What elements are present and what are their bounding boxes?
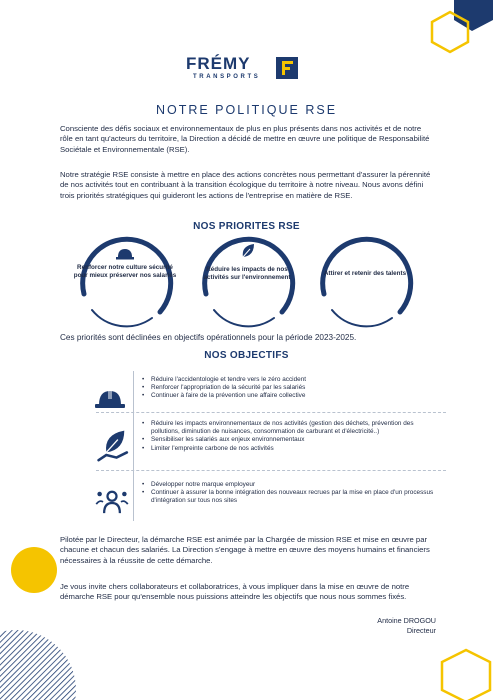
priority-text: Réduire les impacts de nos activités sur l'environnement (203, 266, 291, 282)
objective-item: • Développer notre marque employeur (142, 481, 437, 489)
objectives-divider (96, 470, 446, 471)
signature-role: Directeur (406, 626, 436, 635)
intro-paragraph-2: Notre stratégie RSE consiste à mettre en place des actions concrètes nous permettant d'assurer la pérennité de nos activités tout en contribuant à la transition écologique du territoire à notre niveau. Nous avons défini trois priorités stratégiques qui guideront les actions de l'entreprise en matière de RSE. (60, 170, 431, 200)
objectives-heading: NOS OBJECTIFS (204, 350, 289, 361)
bottom-right-decoration (440, 640, 493, 700)
leaf-icon (240, 242, 256, 260)
people-talent-icon (94, 483, 130, 523)
objective-item: • Réduire les impacts environnementaux de nos activités (gestion des déchets, prévention des pollutions, diminution de nuisances, consommation de carburant et d'électricité..) (142, 420, 437, 436)
priority-card-environment (194, 236, 300, 328)
logo-mark-icon (276, 57, 298, 79)
closing-paragraph-2: Je vous invite chers collaborateurs et collaboratrices, à vous impliquer dans la mise en œuvre de notre démarche RSE pour qu'ensemble nous puissions atteindre les objectifs que nous nous sommes fixés. (60, 582, 410, 602)
signature-name: Antoine DROGOU (377, 616, 436, 625)
priority-card-talents (312, 236, 418, 328)
objective-item: • Continuer à assurer la bonne intégration des nouveaux recrues par la mise en place d'un processus d'intégration sur tous nos sites (142, 489, 437, 505)
priorities-note: Ces priorités sont déclinées en objectifs opérationnels pour la période 2023-2025. (60, 333, 357, 342)
top-right-decoration (410, 0, 493, 60)
objectives-divider (96, 412, 446, 413)
logo-wordmark: FRÉMY (186, 54, 251, 73)
company-logo (186, 54, 304, 86)
page-title: NOTRE POLITIQUE RSE (155, 103, 338, 117)
objectives-divider-vertical (133, 371, 134, 521)
priority-card-safety (72, 236, 178, 328)
objective-item: • Continuer à faire de la prévention une affaire collective (142, 392, 437, 400)
priority-ring (312, 236, 418, 328)
closing-paragraph-1: Pilotée par le Directeur, la démarche RSE est animée par la Chargée de mission RSE et mise en œuvre par chacune et chacun des salariés. La Direction s'engage à mettre en œuvre des moyens humains et financiers nécessaires à la réussite de cette démarche. (60, 535, 430, 565)
signature-block (377, 616, 436, 636)
priorities-heading: NOS PRIORITES RSE (193, 221, 300, 232)
logo-tagline: TRANSPORTS (193, 74, 261, 80)
leaf-hand-icon (96, 426, 132, 466)
objective-item: • Sensibiliser les salariés aux enjeux environnementaux (142, 436, 437, 444)
objective-item: • Limiter l'empreinte carbone de nos activités (142, 445, 437, 453)
objective-item: • Renforcer l'appropriation de la sécurité par les salariés (142, 384, 437, 392)
priority-text: Renforcer notre culture sécurité pour mieux préserver nos salariés (73, 264, 177, 280)
intro-paragraph-1: Consciente des défis sociaux et environnementaux de plus en plus présents dans nos activités et de notre rôle en tant qu'acteurs du territoire, la Direction a décidé de mettre en œuvre une politique de Responsabilité Sociétale et Environnementale (RSE). (60, 124, 430, 154)
priority-text: Attirer et retenir des talents (323, 270, 407, 277)
hard-hat-icon (116, 246, 134, 260)
hard-hat-icon (92, 378, 128, 418)
objective-item: • Réduire l'accidentologie et tendre vers le zéro accident (142, 376, 437, 384)
